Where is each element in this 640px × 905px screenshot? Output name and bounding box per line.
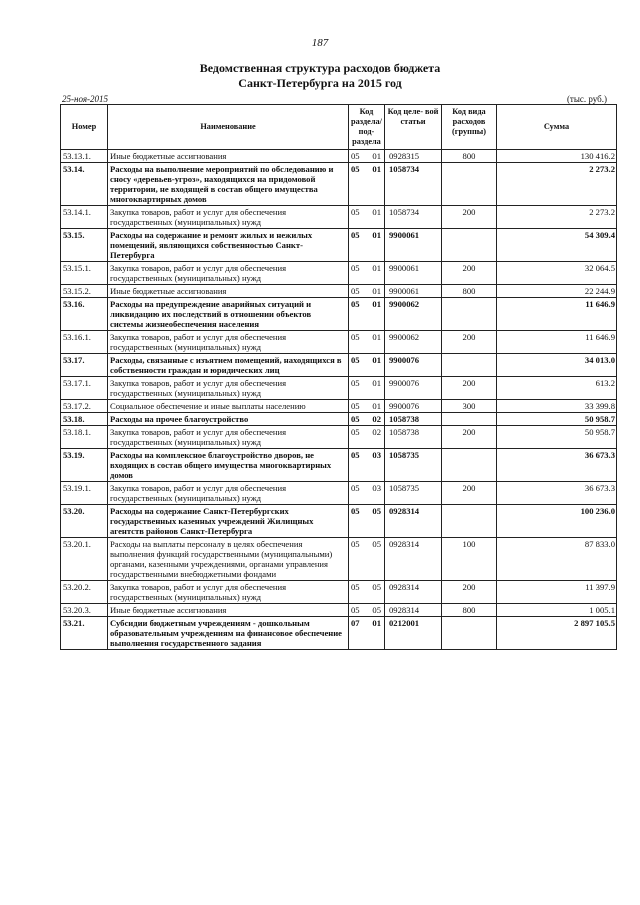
row-section: 05 bbox=[349, 285, 367, 298]
row-name: Закупка товаров, работ и услуг для обеспечения государственных (муниципальных) нужд bbox=[108, 206, 349, 229]
row-section: 05 bbox=[349, 505, 367, 538]
row-number: 53.21. bbox=[61, 617, 108, 650]
row-target-code: 1058734 bbox=[385, 163, 442, 206]
row-name: Закупка товаров, работ и услуг для обеспечения государственных (муниципальных) нужд bbox=[108, 581, 349, 604]
row-section: 05 bbox=[349, 206, 367, 229]
row-section: 05 bbox=[349, 538, 367, 581]
table-row bbox=[61, 354, 617, 377]
table-row bbox=[61, 262, 617, 285]
row-expense-type: 100 bbox=[442, 538, 497, 581]
row-number: 53.20.3. bbox=[61, 604, 108, 617]
title-line-1: Ведомственная структура расходов бюджета bbox=[199, 61, 441, 75]
table-row bbox=[61, 581, 617, 604]
row-target-code: 9900076 bbox=[385, 377, 442, 400]
row-target-code: 9900076 bbox=[385, 354, 442, 377]
print-date: 25-ноя-2015 bbox=[62, 94, 109, 104]
row-expense-type bbox=[442, 449, 497, 482]
row-subsection: 05 bbox=[367, 538, 385, 581]
row-name: Закупка товаров, работ и услуг для обеспечения государственных (муниципальных) нужд bbox=[108, 331, 349, 354]
row-target-code: 0928314 bbox=[385, 505, 442, 538]
row-target-code: 1058738 bbox=[385, 413, 442, 426]
table-row bbox=[61, 285, 617, 298]
row-expense-type bbox=[442, 163, 497, 206]
row-section: 05 bbox=[349, 426, 367, 449]
row-number: 53.15.2. bbox=[61, 285, 108, 298]
row-sum: 36 673.3 bbox=[497, 482, 617, 505]
row-expense-type: 800 bbox=[442, 285, 497, 298]
row-target-code: 1058734 bbox=[385, 206, 442, 229]
row-subsection: 01 bbox=[367, 229, 385, 262]
row-subsection: 01 bbox=[367, 262, 385, 285]
row-target-code: 0928314 bbox=[385, 581, 442, 604]
row-name: Расходы на предупреждение аварийных ситуаций и ликвидацию их последствий в отношении объектов системы жизнеобеспечения населения bbox=[108, 298, 349, 331]
row-target-code: 0928314 bbox=[385, 538, 442, 581]
table-row bbox=[61, 331, 617, 354]
row-number: 53.20. bbox=[61, 505, 108, 538]
row-number: 53.18.1. bbox=[61, 426, 108, 449]
row-expense-type bbox=[442, 229, 497, 262]
row-expense-type: 200 bbox=[442, 581, 497, 604]
row-section: 05 bbox=[349, 262, 367, 285]
table-row bbox=[61, 206, 617, 229]
table-row bbox=[61, 413, 617, 426]
row-name: Иные бюджетные ассигнования bbox=[108, 285, 349, 298]
row-subsection: 02 bbox=[367, 426, 385, 449]
row-subsection: 03 bbox=[367, 482, 385, 505]
row-subsection: 01 bbox=[367, 150, 385, 163]
row-section: 05 bbox=[349, 163, 367, 206]
row-number: 53.20.1. bbox=[61, 538, 108, 581]
row-number: 53.16. bbox=[61, 298, 108, 331]
row-section: 05 bbox=[349, 377, 367, 400]
row-subsection: 02 bbox=[367, 413, 385, 426]
row-number: 53.16.1. bbox=[61, 331, 108, 354]
row-sum: 2 273.2 bbox=[497, 206, 617, 229]
row-sum: 130 416.2 bbox=[497, 150, 617, 163]
row-expense-type bbox=[442, 505, 497, 538]
row-number: 53.17.2. bbox=[61, 400, 108, 413]
row-expense-type bbox=[442, 617, 497, 650]
row-sum: 87 833.0 bbox=[497, 538, 617, 581]
row-number: 53.17.1. bbox=[61, 377, 108, 400]
row-subsection: 01 bbox=[367, 617, 385, 650]
row-subsection: 01 bbox=[367, 206, 385, 229]
row-target-code: 9900061 bbox=[385, 229, 442, 262]
document-title bbox=[0, 61, 640, 91]
table-row bbox=[61, 298, 617, 331]
row-name: Иные бюджетные ассигнования bbox=[108, 604, 349, 617]
row-name: Расходы на комплексное благоустройство дворов, не входящих в состав общего имущества многоквартирных домов bbox=[108, 449, 349, 482]
row-number: 53.14. bbox=[61, 163, 108, 206]
table-row bbox=[61, 400, 617, 413]
row-sum: 2 897 105.5 bbox=[497, 617, 617, 650]
row-expense-type bbox=[442, 413, 497, 426]
row-subsection: 05 bbox=[367, 505, 385, 538]
row-sum: 50 958.7 bbox=[497, 426, 617, 449]
row-number: 53.15. bbox=[61, 229, 108, 262]
row-name: Расходы на выполнение мероприятий по обследованию и сносу «деревьев-угроз», находящихся на придомовой территории, не входящей в состав общего имущества многоквартирных домов bbox=[108, 163, 349, 206]
row-expense-type bbox=[442, 354, 497, 377]
row-section: 05 bbox=[349, 449, 367, 482]
row-target-code: 1058735 bbox=[385, 449, 442, 482]
row-expense-type: 200 bbox=[442, 482, 497, 505]
table-row bbox=[61, 617, 617, 650]
table-row bbox=[61, 377, 617, 400]
row-target-code: 0928314 bbox=[385, 604, 442, 617]
row-number: 53.15.1. bbox=[61, 262, 108, 285]
row-sum: 11 397.9 bbox=[497, 581, 617, 604]
row-sum: 11 646.9 bbox=[497, 331, 617, 354]
table-row bbox=[61, 538, 617, 581]
row-expense-type: 200 bbox=[442, 426, 497, 449]
row-section: 05 bbox=[349, 354, 367, 377]
table-row bbox=[61, 449, 617, 482]
row-name: Расходы на содержание и ремонт жилых и нежилых помещений, являющихся собственностью Санкт-Петербурга bbox=[108, 229, 349, 262]
table-row bbox=[61, 426, 617, 449]
row-number: 53.19. bbox=[61, 449, 108, 482]
row-target-code: 9900062 bbox=[385, 298, 442, 331]
row-sum: 1 005.1 bbox=[497, 604, 617, 617]
row-subsection: 03 bbox=[367, 449, 385, 482]
table-row bbox=[61, 163, 617, 206]
units-label: (тыс. руб.) bbox=[566, 94, 607, 104]
row-subsection: 01 bbox=[367, 400, 385, 413]
page-number: 187 bbox=[311, 37, 329, 49]
header-expense-type: Код вида расходов (группы) bbox=[442, 105, 497, 150]
row-number: 53.14.1. bbox=[61, 206, 108, 229]
row-section: 05 bbox=[349, 604, 367, 617]
row-name: Закупка товаров, работ и услуг для обеспечения государственных (муниципальных) нужд bbox=[108, 482, 349, 505]
row-section: 07 bbox=[349, 617, 367, 650]
row-section: 05 bbox=[349, 581, 367, 604]
table-header bbox=[61, 105, 617, 150]
row-number: 53.13.1. bbox=[61, 150, 108, 163]
table-row bbox=[61, 482, 617, 505]
row-name: Расходы на прочее благоустройство bbox=[108, 413, 349, 426]
row-section: 05 bbox=[349, 150, 367, 163]
row-expense-type: 200 bbox=[442, 206, 497, 229]
header-name: Наименование bbox=[108, 105, 349, 150]
row-subsection: 01 bbox=[367, 377, 385, 400]
header-sum: Сумма bbox=[497, 105, 617, 150]
header-number: Номер bbox=[61, 105, 108, 150]
table-row bbox=[61, 505, 617, 538]
table-row bbox=[61, 604, 617, 617]
row-name: Субсидии бюджетным учреждениям - дошкольным образовательным учреждениям на финансовое обеспечение выполнения государственного задания bbox=[108, 617, 349, 650]
row-expense-type: 200 bbox=[442, 377, 497, 400]
row-name: Социальное обеспечение и иные выплаты населению bbox=[108, 400, 349, 413]
row-target-code: 9900061 bbox=[385, 262, 442, 285]
row-sum: 32 064.5 bbox=[497, 262, 617, 285]
row-subsection: 05 bbox=[367, 581, 385, 604]
row-name: Расходы на содержание Санкт-Петербургских государственных казенных учреждений Жилищных агентств районов Санкт-Петербурга bbox=[108, 505, 349, 538]
row-sum: 50 958.7 bbox=[497, 413, 617, 426]
row-target-code: 0212001 bbox=[385, 617, 442, 650]
row-target-code: 9900076 bbox=[385, 400, 442, 413]
row-section: 05 bbox=[349, 331, 367, 354]
row-number: 53.19.1. bbox=[61, 482, 108, 505]
table-row bbox=[61, 150, 617, 163]
row-name: Закупка товаров, работ и услуг для обеспечения государственных (муниципальных) нужд bbox=[108, 426, 349, 449]
row-sum: 11 646.9 bbox=[497, 298, 617, 331]
row-target-code: 0928315 bbox=[385, 150, 442, 163]
row-name: Иные бюджетные ассигнования bbox=[108, 150, 349, 163]
row-sum: 36 673.3 bbox=[497, 449, 617, 482]
row-section: 05 bbox=[349, 482, 367, 505]
table-body bbox=[61, 150, 617, 650]
row-name: Расходы, связанные с изъятием помещений, находящихся в собственности граждан и юридических лиц bbox=[108, 354, 349, 377]
row-subsection: 01 bbox=[367, 298, 385, 331]
row-number: 53.18. bbox=[61, 413, 108, 426]
row-subsection: 05 bbox=[367, 604, 385, 617]
row-sum: 22 244.9 bbox=[497, 285, 617, 298]
header-section: Код раздела/ под- раздела bbox=[349, 105, 385, 150]
row-sum: 34 013.0 bbox=[497, 354, 617, 377]
row-sum: 2 273.2 bbox=[497, 163, 617, 206]
row-expense-type bbox=[442, 298, 497, 331]
header-target: Код целе- вой статьи bbox=[385, 105, 442, 150]
row-sum: 54 309.4 bbox=[497, 229, 617, 262]
row-subsection: 01 bbox=[367, 285, 385, 298]
row-expense-type: 300 bbox=[442, 400, 497, 413]
row-section: 05 bbox=[349, 298, 367, 331]
row-name: Закупка товаров, работ и услуг для обеспечения государственных (муниципальных) нужд bbox=[108, 262, 349, 285]
row-expense-type: 200 bbox=[442, 331, 497, 354]
row-sum: 100 236.0 bbox=[497, 505, 617, 538]
row-name: Расходы на выплаты персоналу в целях обеспечения выполнения функций государственными (муниципальными) органами, казенными учреждениями, органами управления государственными внебюджетными фондами bbox=[108, 538, 349, 581]
row-target-code: 9900062 bbox=[385, 331, 442, 354]
title-line-2: Санкт-Петербурга на 2015 год bbox=[238, 76, 402, 90]
row-subsection: 01 bbox=[367, 331, 385, 354]
row-sum: 613.2 bbox=[497, 377, 617, 400]
row-number: 53.20.2. bbox=[61, 581, 108, 604]
row-number: 53.17. bbox=[61, 354, 108, 377]
row-name: Закупка товаров, работ и услуг для обеспечения государственных (муниципальных) нужд bbox=[108, 377, 349, 400]
budget-table bbox=[60, 104, 617, 650]
row-target-code: 9900061 bbox=[385, 285, 442, 298]
row-sum: 33 399.8 bbox=[497, 400, 617, 413]
row-expense-type: 800 bbox=[442, 150, 497, 163]
row-subsection: 01 bbox=[367, 354, 385, 377]
row-target-code: 1058738 bbox=[385, 426, 442, 449]
row-section: 05 bbox=[349, 413, 367, 426]
row-target-code: 1058735 bbox=[385, 482, 442, 505]
row-expense-type: 800 bbox=[442, 604, 497, 617]
row-section: 05 bbox=[349, 400, 367, 413]
row-subsection: 01 bbox=[367, 163, 385, 206]
row-expense-type: 200 bbox=[442, 262, 497, 285]
table-row bbox=[61, 229, 617, 262]
row-section: 05 bbox=[349, 229, 367, 262]
